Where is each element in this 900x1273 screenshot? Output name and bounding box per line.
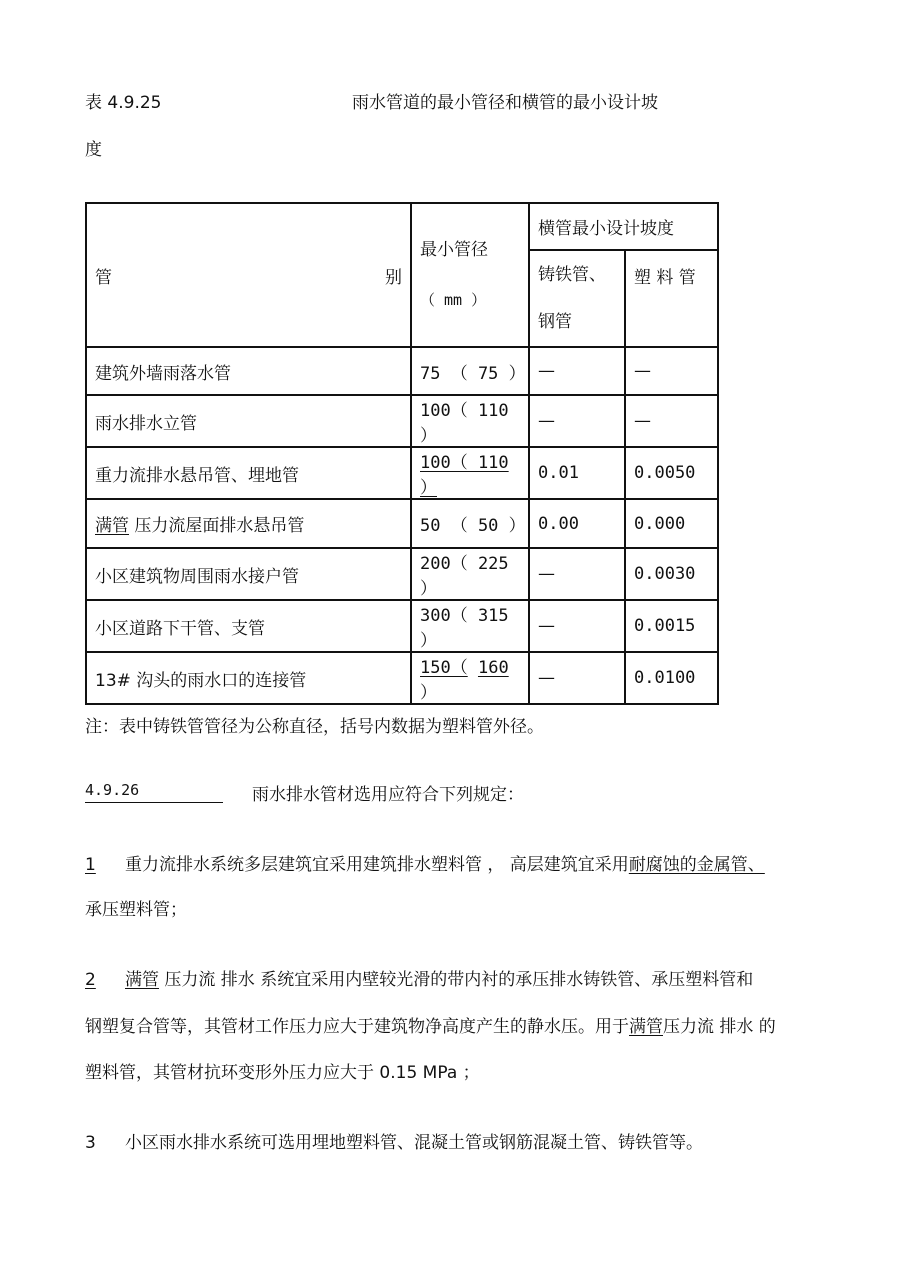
item-3-line-1: 3 小区雨水排水系统可选用埋地塑料管、混凝土管或钢筋混凝土管、铸铁管等。 [85, 1133, 703, 1153]
pipe-name: 13# 沟头的雨水口的连接管 [86, 652, 411, 704]
pipe-name: 小区建筑物周围雨水接户管 [86, 548, 411, 600]
table-caption-title-continued: 度 [85, 140, 102, 160]
cast-iron-slope: — [529, 548, 625, 600]
cast-iron-slope: — [529, 600, 625, 652]
pipe-name: 重力流排水悬吊管、埋地管 [86, 447, 411, 499]
table-caption-title: 雨水管道的最小管径和横管的最小设计坡 [352, 93, 658, 113]
table-caption-number: 表 4.9.25 [85, 93, 162, 113]
plastic-slope: 0.0100 [625, 652, 718, 704]
item-2-line-2: 钢塑复合管等，其管材工作压力应大于建筑物净高度产生的静水压。用于满管压力流 排水 的 [85, 1017, 776, 1037]
min-diameter: 300（ 315 ） [411, 600, 529, 652]
plastic-slope: — [625, 395, 718, 447]
table-row [86, 347, 718, 395]
cast-iron-slope: 0.00 [529, 499, 625, 548]
table-row [86, 548, 718, 600]
min-diameter: 75 （ 75 ） [411, 347, 529, 395]
item-number: 2 [85, 970, 96, 990]
item-number: 3 [85, 1133, 96, 1153]
plastic-slope: 0.0050 [625, 447, 718, 499]
table-note: 注：表中铸铁管管径为公称直径，括号内数据为塑料管外径。 [85, 717, 544, 737]
table-row [86, 395, 718, 447]
cast-iron-slope: 0.01 [529, 447, 625, 499]
table-row [86, 447, 718, 499]
header-min-slope: 横管最小设计坡度 [529, 203, 718, 250]
item-2-line-1: 2 满管 压力流 排水 系统宜采用内壁较光滑的带内衬的承压排水铸铁管、承压塑料管和 [85, 970, 754, 990]
min-diameter: 100（ 110 ） [411, 395, 529, 447]
header-cast-iron: 铸铁管、 钢管 [529, 250, 625, 347]
pipe-name: 满管 压力流屋面排水悬吊管 [86, 499, 411, 548]
plastic-slope: 0.0030 [625, 548, 718, 600]
min-diameter: 100（ 110 ） [411, 447, 529, 499]
cast-iron-slope: — [529, 395, 625, 447]
min-diameter: 50 （ 50 ） [411, 499, 529, 548]
pipe-name: 小区道路下干管、支管 [86, 600, 411, 652]
plastic-slope: 0.000 [625, 499, 718, 548]
min-diameter: 200（ 225 ） [411, 548, 529, 600]
clause-title: 雨水排水管材选用应符合下列规定： [252, 785, 524, 805]
min-diameter: 150（ 160 ） [411, 652, 529, 704]
item-number: 1 [85, 855, 96, 875]
header-pipe-category: 管 别 [86, 203, 411, 347]
pipe-spec-table [85, 202, 719, 705]
cast-iron-slope: — [529, 347, 625, 395]
plastic-slope: — [625, 347, 718, 395]
header-plastic: 塑 料 管 [625, 250, 718, 347]
plastic-slope: 0.0015 [625, 600, 718, 652]
table-row [86, 600, 718, 652]
pipe-name: 建筑外墙雨落水管 [86, 347, 411, 395]
item-1-line-1: 1 重力流排水系统多层建筑宜采用建筑排水塑料管 ， 高层建筑宜采用耐腐蚀的金属管、 [85, 855, 765, 875]
item-1-line-2: 承压塑料管； [85, 900, 187, 920]
item-2-line-3: 塑料管，其管材抗环变形外压力应大于 0.15 MPa ； [85, 1063, 480, 1083]
table-row [86, 652, 718, 704]
header-min-diameter: 最小管径 （ mm ） [411, 203, 529, 347]
pipe-name: 雨水排水立管 [86, 395, 411, 447]
table-row [86, 499, 718, 548]
cast-iron-slope: — [529, 652, 625, 704]
clause-number: 4.9.26 [85, 780, 223, 803]
